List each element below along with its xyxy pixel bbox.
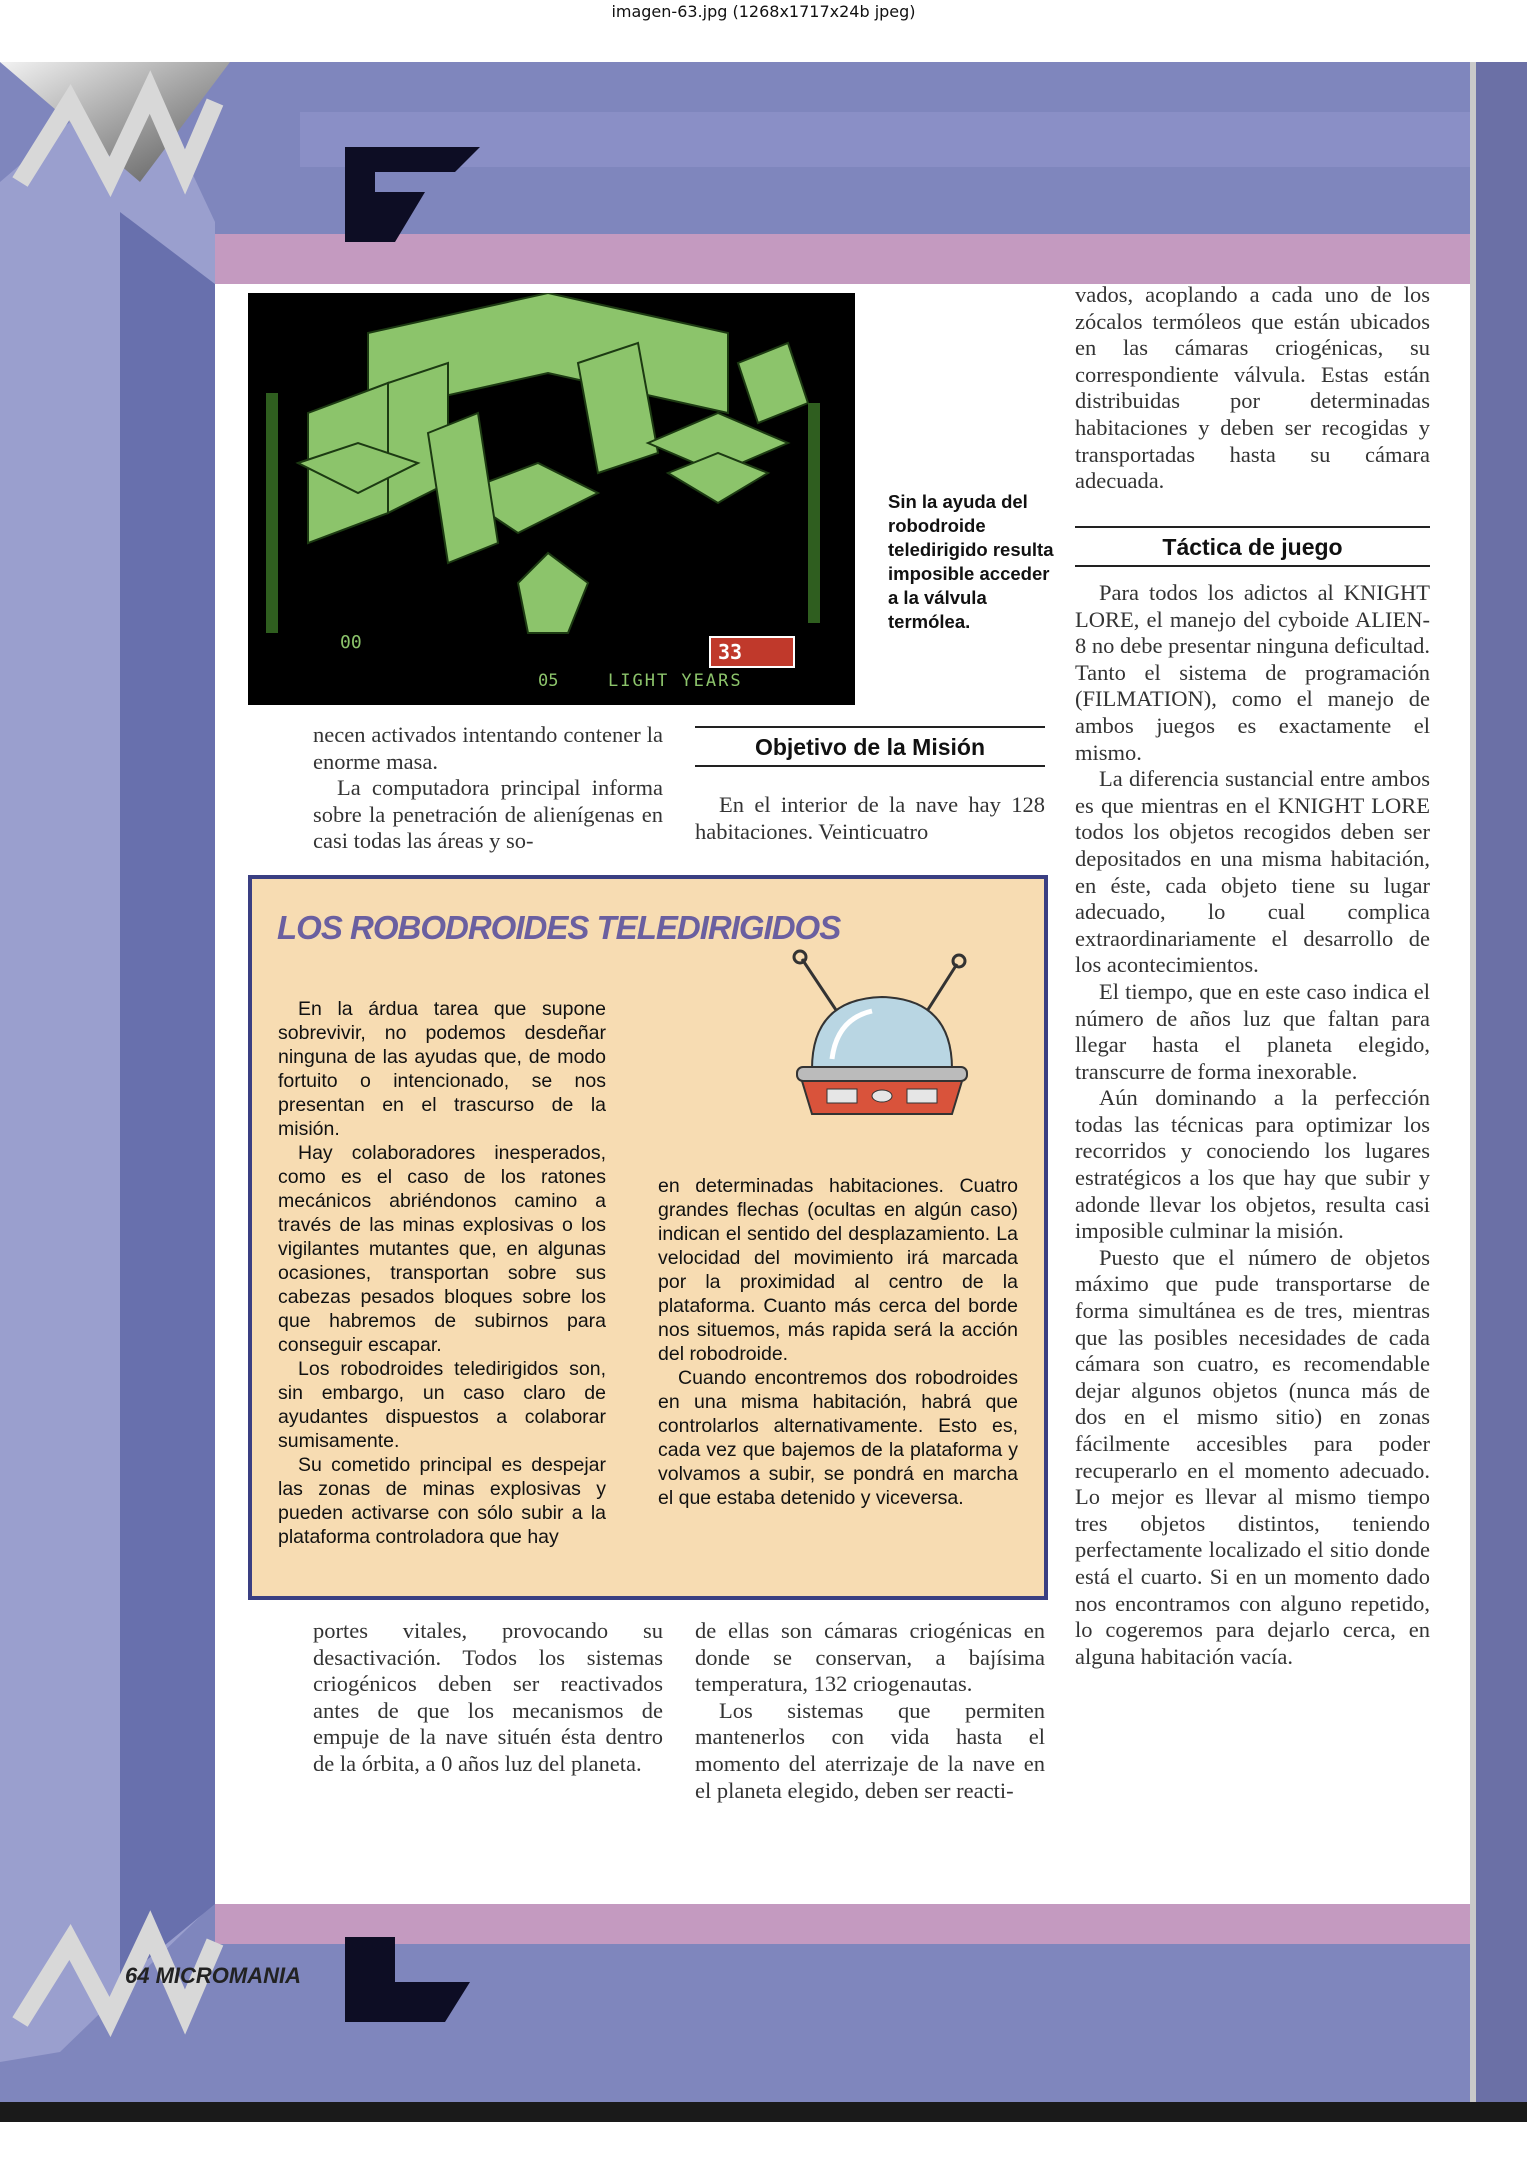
right-column-top [1075, 282, 1430, 495]
paragraph: El tiempo, que en este caso indica el número de años luz que faltan para llegar hasta el planeta elegido, transcurre de forma inexorable. [1075, 978, 1430, 1084]
paragraph: Hay colaboradores inesperados, como es el caso de los ratones mecánicos abriéndonos camino a través de las minas explosivas o los vigilantes mutantes que, en algunas ocasiones, transportan sobre sus cabezas pesados bloques sobre los que habremos de subirnos para conseguir escapar. [278, 1142, 606, 1356]
screen-hud-light-years: LIGHT YEARS [608, 671, 743, 691]
page-footer: 64 MICROMANIA [125, 1963, 302, 1988]
box-title: LOS ROBODROIDES TELEDIRIGIDOS [277, 909, 841, 946]
screen-hud-left: 00 [340, 632, 362, 653]
bottom-left-column [313, 1618, 663, 1778]
left-column-top [313, 722, 663, 855]
paragraph: En la árdua tarea que supone sobrevivir, no podemos desdeñar ninguna de las ayudas que, de modo fortuito o intencionado, se nos presentan en el trascurso de la misión. [278, 998, 606, 1140]
mission-heading: Objetivo de la Misión [695, 726, 1045, 767]
paragraph: portes vitales, provocando su desactivación. Todos los sistemas criogénicos deben ser reactivados antes de que los mecanismos de empuje de la nave situén ésta dentro de la órbita, a 0 años luz del planeta. [313, 1618, 663, 1776]
isometric-room-image [248, 293, 855, 705]
paragraph: vados, acoplando a cada uno de los zócalos termóleos que están ubicados en las cámaras criogénicas, su correspondiente válvula. Estas están distribuidas por determinadas habitaciones y deben ser recogidas y transportadas hasta su cámara adecuada. [1075, 282, 1430, 494]
screenshot-caption: Sin la ayuda del robodroide teledirigido resulta imposible acceder a la válvula termólea. [888, 491, 1054, 632]
bottom-middle-column [695, 1618, 1045, 1804]
mission-text-column [695, 792, 1045, 845]
paragraph: Para todos los adictos al KNIGHT LORE, el manejo del cyboide ALIEN-8 no debe presentar ninguna deficultad. Tanto el sistema de programación (FILMATION), como el manejo de ambos juegos es exactamente el mismo. [1075, 580, 1430, 765]
paragraph: La computadora principal informa sobre la penetración de alienígenas en casi todas las áreas y so- [313, 775, 663, 854]
tactica-heading: Táctica de juego [1075, 526, 1430, 567]
tactica-column [1075, 580, 1430, 1670]
paragraph: Los sistemas que permiten mantenerlos con vida hasta el momento del aterrizaje de la nave en el planeta elegido, deben ser reacti- [695, 1697, 1045, 1803]
paragraph: En el interior de la nave hay 128 habitaciones. Veinticuatro [695, 792, 1045, 844]
paragraph: en determinadas habitaciones. Cuatro grandes flechas (ocultas en algún caso) indican el sentido del desplazamiento. La velocidad del movimiento irá marcada por la proximidad al centro de la plataforma. Cuanto más cerca del borde nos situemos, más rapida será la acción del robodroide. [658, 1175, 1018, 1365]
box-left-column [278, 997, 606, 1549]
paragraph: de ellas son cámaras criogénicas en donde se conservan, a bajísima temperatura, 132 criogenautas. [695, 1618, 1045, 1697]
screen-counter: 33 [718, 640, 743, 664]
game-screenshot [248, 293, 855, 705]
paragraph: Los robodroides teledirigidos son, sin embargo, un caso claro de ayudantes dispuestos a colaborar sumisamente. [278, 1358, 606, 1452]
paragraph: Puesto que el número de objetos máximo que pude transportarse de forma simultánea es de tres, mientras que las posibles necesidades de cada cámara son cuatro, es recomendable dejar algunos objetos (nunca más de dos en el mismo sitio) en zonas fácilmente accesibles para poder recuperarlo en el momento adecuado. Lo mejor es llevar al mismo tiempo tres objetos distintos, teniendo perfectamente localizado el sitio donde está el cuarto. Si en un momento dado nos encontramos con alguno repetido, lo cogeremos para dejarlo cerca, en alguna habitación vacía. [1075, 1244, 1430, 1669]
box-right-column [658, 1174, 1018, 1510]
file-title: imagen-63.jpg (1268x1717x24b jpeg) [611, 2, 916, 21]
screen-hud-bottom-left: 05 [538, 671, 559, 691]
paragraph: Cuando encontremos dos robodroides en una misma habitación, habrá que controlarlos alternativamente. Esto es, cada vez que bajemos de la plataforma y volvamos a subir, se pondrá en marcha el que estaba detenido y viceversa. [658, 1367, 1018, 1509]
paragraph: La diferencia sustancial entre ambos es que mientras en el KNIGHT LORE todos los objetos recogidos deben ser depositados en una misma habitación, en éste, cada objeto tiene su lugar adecuado, lo cual complica extraordinariamente el desarrollo de los acontecimientos. [1075, 766, 1430, 978]
paragraph: Su cometido principal es despejar las zonas de minas explosivas y pueden activarse con sólo subir a la plataforma controladora que hay [278, 1454, 606, 1548]
robodroides-box [248, 875, 1048, 1600]
paragraph: necen activados intentando contener la enorme masa. [313, 722, 663, 774]
paragraph: Aún dominando a la perfección todas las técnicas para optimizar los recorridos y conociendo los lugares estratégicos a los que hay que subir y adonde llevar los objetos, resulta casi imposible culminar la misión. [1075, 1085, 1430, 1244]
robodroid-illustration [772, 949, 992, 1129]
